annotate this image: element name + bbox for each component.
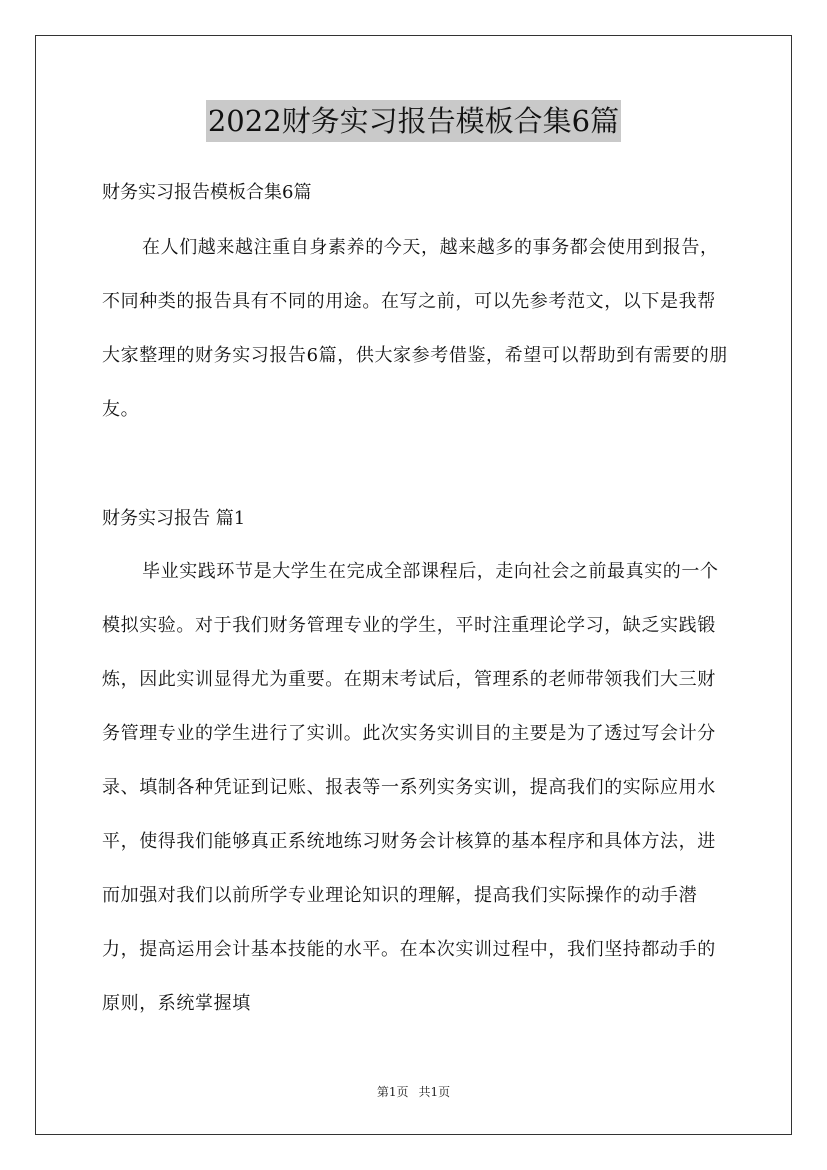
title-container — [0, 100, 827, 142]
page-number: 第1页 — [376, 1085, 409, 1099]
page-footer — [0, 1082, 827, 1102]
intro-paragraph: 在人们越来越注重自身素养的今天，越来越多的事务都会使用到报告，不同种类的报告具有不同的用途。在写之前，可以先参考范文，以下是我帮大家整理的财务实习报告6篇，供大家参考借鉴，希望可以帮助到有需要的朋友。 — [102, 237, 728, 420]
section-heading: 财务实习报告 篇1 — [102, 508, 246, 529]
document-subtitle: 财务实习报告模板合集6篇 — [102, 182, 312, 203]
section-body-paragraph: 毕业实践环节是大学生在完成全部课程后，走向社会之前最真实的一个模拟实验。对于我们财务管理专业的学生，平时注重理论学习，缺乏实践锻炼，因此实训显得尤为重要。在期末考试后，管理系的老师带领我们大三财务管理专业的学生进行了实训。此次实务实训目的主要是为了透过写会计分录、填制各种凭证到记账、报表等一系列实务实训，提高我们的实际应用水平，使得我们能够真正系统地练习财务会计核算的基本程序和具体方法，进而加强对我们以前所学专业理论知识的理解，提高我们实际操作的动手潜力，提高运用会计基本技能的水平。在本次实训过程中，我们坚持都动手的原则，系统掌握填 — [102, 561, 719, 1014]
page-total: 共1页 — [418, 1085, 451, 1099]
document-title: 2022财务实习报告模板合集6篇 — [206, 100, 621, 142]
